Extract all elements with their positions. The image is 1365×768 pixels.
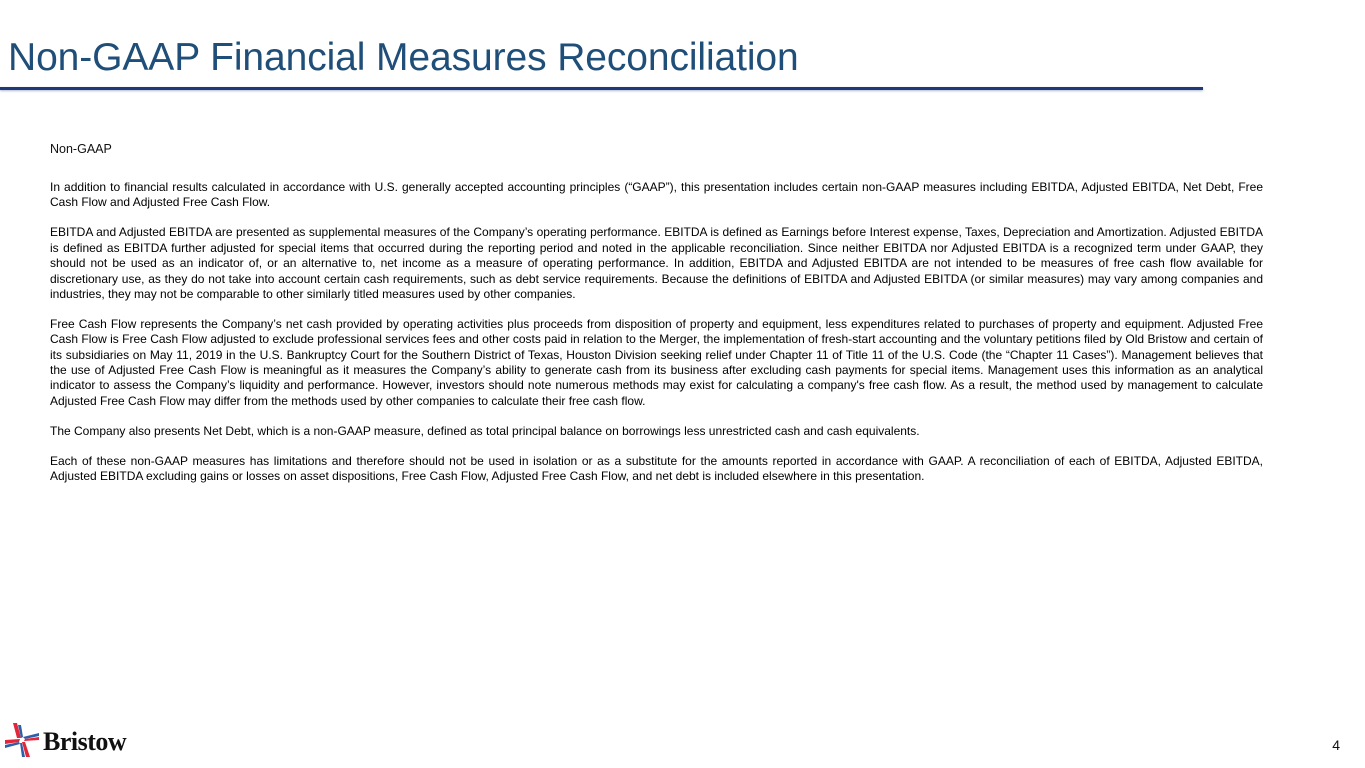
paragraph-limitations: Each of these non-GAAP measures has limitations and therefore should not be used in isolation or as a substitute for the amounts reported in accordance with GAAP. A reconciliation of each of EBITDA, Adjusted EBITDA, Adjusted EBITDA excluding gains or losses on asset dispositions, Free Cash Flow, Adjusted Free Cash Flow, and net debt is included elsewhere in this presentation. [50,453,1263,484]
bristow-pinwheel-icon [4,722,40,758]
bristow-logo [4,722,126,758]
page-number: 4 [1332,737,1340,753]
paragraph-intro: In addition to financial results calculated in accordance with U.S. generally accepted accounting principles (“GAAP”), this presentation includes certain non-GAAP measures including EBITDA, Adjusted EBITDA, Net Debt, Free Cash Flow and Adjusted Free Cash Flow. [50,180,1263,210]
paragraph-free-cash-flow: Free Cash Flow represents the Company’s net cash provided by operating activities plus proceeds from disposition of property and equipment, less expenditures related to purchases of property and equipment. Adjusted Free Cash Flow is Free Cash Flow adjusted to exclude professional services fees and other costs paid in relation to the Merger, the implementation of fresh-start accounting and the voluntary petitions filed by Old Bristow and certain of its subsidiaries on May 11, 2019 in the U.S. Bankruptcy Court for the Southern District of Texas, Houston Division seeking relief under Chapter 11 of Title 11 of the U.S. Code (the “Chapter 11 Cases”). Management believes that the use of Adjusted Free Cash Flow is meaningful as it measures the Company’s ability to generate cash from its business after excluding cash payments for special items. Management uses this information as an analytical indicator to assess the Company’s liquidity and performance. However, investors should note numerous methods may exist for calculating a company's free cash flow. As a result, the method used by management to calculate Adjusted Free Cash Flow may differ from the methods used by other companies to calculate their free cash flow. [50,316,1263,408]
logo-wordmark: Bristow [43,727,127,756]
paragraph-net-debt: The Company also presents Net Debt, which is a non-GAAP measure, defined as total principal balance on borrowings less unrestricted cash and cash equivalents. [50,423,920,438]
slide-title: Non-GAAP Financial Measures Reconciliation [8,36,799,79]
slide-body [50,141,1263,499]
paragraph-ebitda: EBITDA and Adjusted EBITDA are presented as supplemental measures of the Company’s operating performance. EBITDA is defined as Earnings before Interest expense, Taxes, Depreciation and Amortization. Adjusted EBITDA is defined as EBITDA further adjusted for special items that occurred during the reporting period and noted in the applicable reconciliation. Since neither EBITDA nor Adjusted EBITDA is a recognized term under GAAP, they should not be used as an indicator of, or an alternative to, net income as a measure of operating performance. In addition, EBITDA and Adjusted EBITDA are not intended to be measures of free cash flow available for discretionary use, as they do not take into account certain cash requirements, such as debt service requirements. Because the definitions of EBITDA and Adjusted EBITDA (or similar measures) may vary among companies and industries, they may not be comparable to other similarly titled measures used by other companies. [50,225,1263,301]
title-divider [0,87,1203,90]
section-label: Non-GAAP [50,142,112,156]
